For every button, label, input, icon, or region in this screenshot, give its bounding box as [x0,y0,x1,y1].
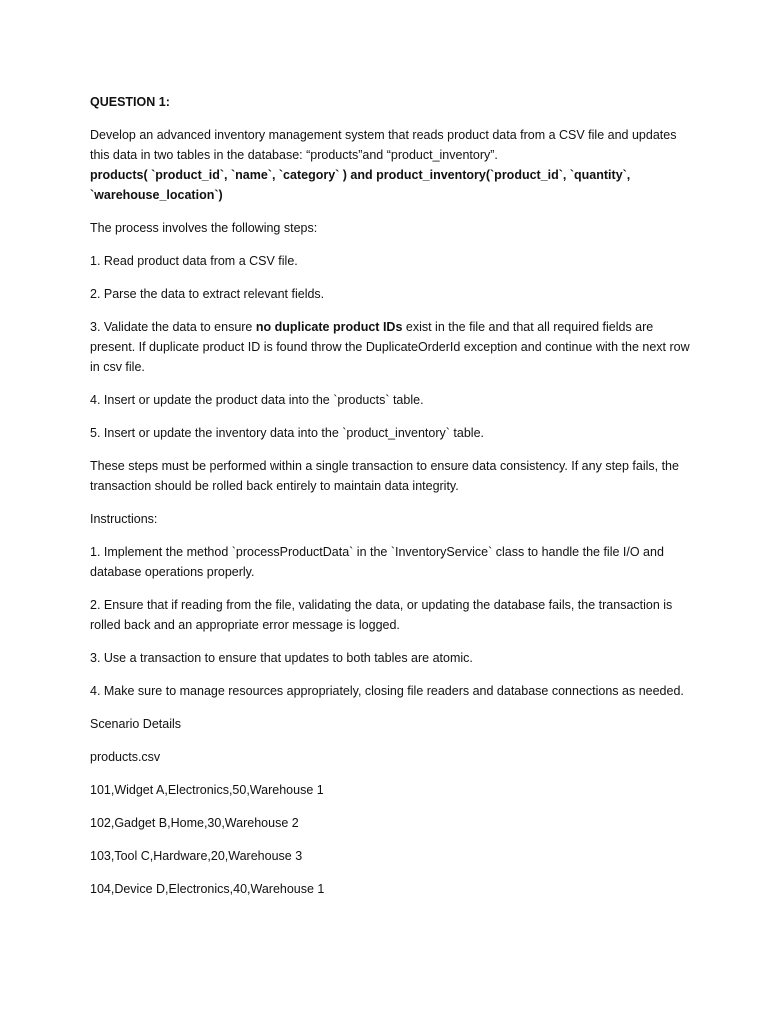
csv-row: 104,Device D,Electronics,40,Warehouse 1 [90,882,325,896]
instructions-heading: Instructions: [90,512,158,526]
step-4: 4. Insert or update the product data into the `products` table. [90,393,424,407]
process-intro: The process involves the following steps: [90,221,318,235]
document-page [90,92,690,912]
step-2: 2. Parse the data to extract relevant fields. [90,287,325,301]
intro-paragraph [90,125,690,205]
transaction-note: These steps must be performed within a single transaction to ensure data consistency. If any step fails, the transaction should be rolled back entirely to maintain data integrity. [90,459,679,493]
scenario-heading: Scenario Details [90,717,182,731]
csv-row: 101,Widget A,Electronics,50,Warehouse 1 [90,783,324,797]
step-3-emphasis: no duplicate product IDs [255,320,403,334]
step-3-before: 3. Validate the data to ensure [90,320,256,334]
intro-text: Develop an advanced inventory management system that reads product data from a CSV file and updates this data in two tables in the database: “products”and “product_inventory”. [90,128,677,162]
instruction-4: 4. Make sure to manage resources appropriately, closing file readers and database connections as needed. [90,684,684,698]
instruction-3: 3. Use a transaction to ensure that updates to both tables are atomic. [90,651,473,665]
csv-filename: products.csv [90,750,161,764]
question-heading: QUESTION 1: [90,95,170,109]
step-3-after: exist in the file and that all required fields are present. If duplicate product ID is found throw the DuplicateOrderId exception and continue with the next row in csv file. [90,320,690,374]
step-5: 5. Insert or update the inventory data into the `product_inventory` table. [90,426,484,440]
step-1: 1. Read product data from a CSV file. [90,254,298,268]
csv-row: 103,Tool C,Hardware,20,Warehouse 3 [90,849,303,863]
table-schema: products( `product_id`, `name`, `category` ) and product_inventory(`product_id`, `quantity`, `warehouse_location`) [90,168,631,202]
csv-row: 102,Gadget B,Home,30,Warehouse 2 [90,816,299,830]
instruction-1: 1. Implement the method `processProductData` in the `InventoryService` class to handle the file I/O and database operations properly. [90,545,664,579]
step-3 [90,317,690,377]
instruction-2: 2. Ensure that if reading from the file, validating the data, or updating the database fails, the transaction is rolled back and an appropriate error message is logged. [90,598,673,632]
